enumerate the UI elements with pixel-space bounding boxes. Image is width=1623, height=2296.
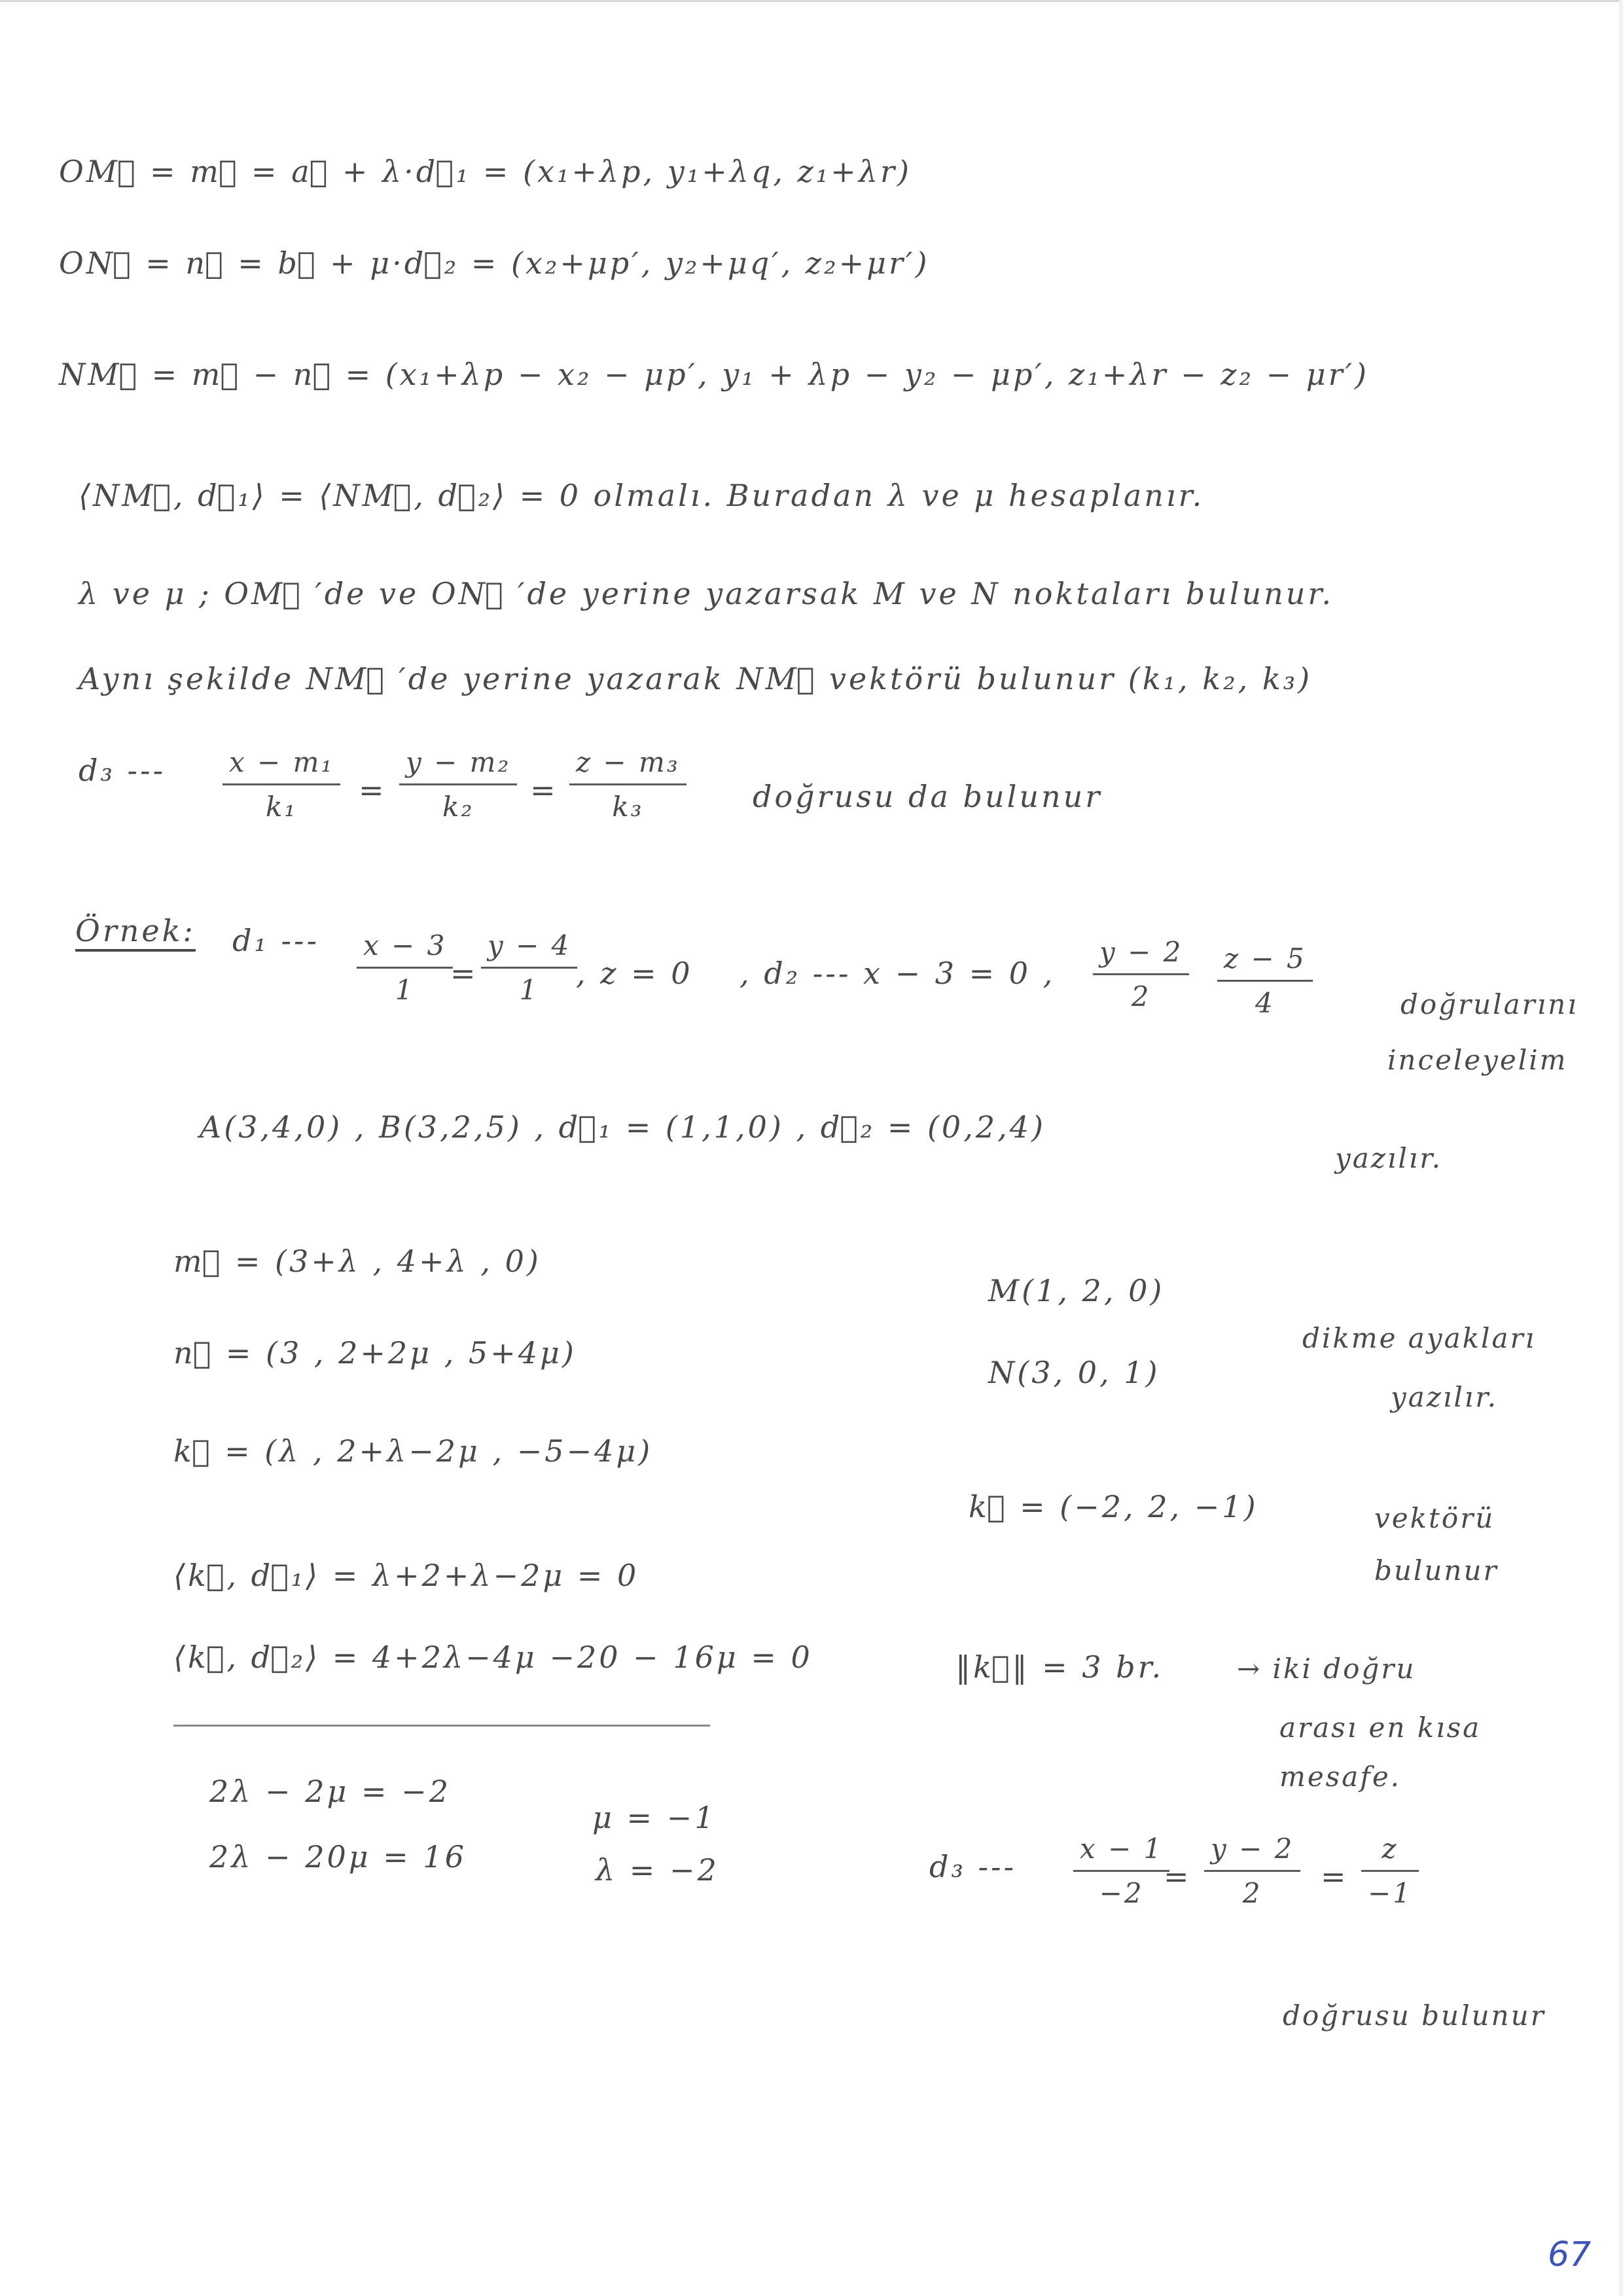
final-fraction-z: [1361, 1833, 1419, 1909]
fraction-bar: [1093, 973, 1189, 975]
example-written-note: yazılır.: [1335, 1142, 1443, 1174]
n-vector: n⃗ = (3 , 2+2μ , 5+4μ): [173, 1335, 577, 1371]
fraction-denominator: k₂: [442, 791, 474, 823]
substitution-note: λ ve μ ; OM⃗ ′de ve ON⃗ ′de yerine yazarsak M ve N noktaları bulunur.: [79, 576, 1334, 611]
d3-prefix: d₃ ---: [79, 753, 166, 788]
equation-2: 2λ − 20μ = 16: [209, 1839, 467, 1874]
same-way-note: Aynı şekilde NM⃗ ′de yerine yazarak NM⃗ vektörü bulunur (k₁, k₂, k₃): [79, 661, 1313, 696]
point-m: M(1, 2, 0): [988, 1273, 1165, 1308]
om-vector-line: OM⃗ = m⃗ = a⃗ + λ·d⃗₁ = (x₁+λp, y₁+λq, z₁+λr): [59, 154, 912, 189]
final-note: doğrusu bulunur: [1283, 2000, 1546, 2032]
fraction-numerator: y − 2: [1099, 936, 1183, 968]
foot-points-note-2: yazılır.: [1391, 1381, 1499, 1413]
d3-suffix: doğrusu da bulunur: [753, 779, 1103, 814]
solution-lambda: λ = −2: [596, 1852, 719, 1888]
example-d1-z: , z = 0: [576, 956, 693, 991]
fraction-denominator: 1: [519, 974, 539, 1006]
distance-note-1: → iki doğru: [1237, 1653, 1416, 1685]
equals-sign: =: [1321, 1859, 1349, 1894]
fraction-bar: [1361, 1870, 1419, 1872]
equals-sign: =: [450, 956, 478, 991]
fraction-denominator: k₁: [265, 791, 298, 823]
fraction-numerator: x − 3: [363, 929, 447, 961]
k-result-note-2: bulunur: [1374, 1554, 1499, 1587]
fraction-numerator: x − m₁: [229, 746, 334, 778]
k-dot-d1: ⟨k⃗, d⃗₁⟩ = λ+2+λ−2μ = 0: [173, 1558, 639, 1593]
k-vector: k⃗ = (λ , 2+λ−2μ , −5−4μ): [173, 1433, 653, 1469]
example-d1-fraction-y: [481, 929, 577, 1006]
k-result: k⃗ = (−2, 2, −1): [969, 1489, 1258, 1524]
fraction-numerator: y − 4: [488, 929, 571, 961]
separator-line: [173, 1725, 710, 1727]
example-note-line-1: doğrularını: [1400, 988, 1578, 1020]
fraction-bar: [399, 783, 517, 785]
example-d1-prefix: d₁ ---: [232, 923, 320, 958]
d3-fraction-y: [399, 746, 517, 823]
fraction-denominator: 4: [1255, 987, 1275, 1019]
fraction-numerator: x − 1: [1080, 1833, 1164, 1865]
fraction-denominator: −2: [1099, 1877, 1144, 1909]
fraction-numerator: z − m₃: [576, 746, 680, 778]
fraction-denominator: 1: [395, 974, 415, 1006]
final-fraction-x: [1073, 1833, 1169, 1909]
equals-sign: =: [1164, 1859, 1192, 1894]
k-dot-d2: ⟨k⃗, d⃗₂⟩ = 4+2λ−4μ −20 − 16μ = 0: [173, 1640, 813, 1675]
k-norm: ‖k⃗‖ = 3 br.: [955, 1649, 1164, 1685]
example-d2-prefix: , d₂ --- x − 3 = 0 ,: [740, 956, 1056, 991]
equals-sign: =: [359, 772, 387, 808]
fraction-bar: [481, 967, 577, 969]
d3-fraction-x: [223, 746, 340, 823]
k-result-note-1: vektörü: [1374, 1502, 1495, 1534]
fraction-numerator: y − m₂: [406, 746, 511, 778]
example-label: Örnek:: [75, 913, 196, 948]
page-number: 67: [1548, 2235, 1592, 2274]
fraction-numerator: y − 2: [1211, 1833, 1294, 1865]
fraction-numerator: z − 5: [1224, 942, 1306, 975]
m-vector: m⃗ = (3+λ , 4+λ , 0): [173, 1244, 541, 1279]
page-right-edge: [1619, 0, 1623, 2296]
orthogonality-condition: ⟨NM⃗, d⃗₁⟩ = ⟨NM⃗, d⃗₂⟩ = 0 olmalı. Buradan λ ve μ hesaplanır.: [79, 478, 1205, 513]
equals-sign: =: [530, 772, 558, 808]
fraction-bar: [1217, 980, 1313, 982]
fraction-numerator: z: [1382, 1833, 1399, 1865]
example-d2-fraction-z: [1217, 942, 1313, 1019]
example-note-line-2: inceleyelim: [1387, 1044, 1568, 1076]
fraction-bar: [569, 783, 687, 785]
foot-points-note-1: dikme ayakları: [1302, 1322, 1537, 1354]
d3-fraction-z: [569, 746, 687, 823]
example-d1-fraction-x: [357, 929, 453, 1006]
equation-1: 2λ − 2μ = −2: [209, 1774, 451, 1809]
solution-mu: μ = −1: [592, 1800, 717, 1835]
example-d2-fraction-y: [1093, 936, 1189, 1013]
fraction-bar: [1204, 1870, 1300, 1872]
point-n: N(3, 0, 1): [988, 1355, 1160, 1390]
page-top-edge: [0, 0, 1623, 2]
distance-note-3: mesafe.: [1279, 1761, 1402, 1793]
nm-vector-line: NM⃗ = m⃗ − n⃗ = (x₁+λp − x₂ − μp′, y₁ + λp − y₂ − μp′, z₁+λr − z₂ − μr′): [59, 357, 1369, 392]
on-vector-line: ON⃗ = n⃗ = b⃗ + μ·d⃗₂ = (x₂+μp′, y₂+μq′, z₂+μr′): [59, 245, 930, 281]
distance-note-2: arası en kısa: [1279, 1712, 1482, 1744]
fraction-denominator: 2: [1131, 980, 1151, 1013]
fraction-bar: [357, 967, 453, 969]
example-given-points: A(3,4,0) , B(3,2,5) , d⃗₁ = (1,1,0) , d⃗₂ = (0,2,4): [200, 1109, 1046, 1145]
fraction-denominator: −1: [1368, 1877, 1412, 1909]
fraction-denominator: 2: [1242, 1877, 1262, 1909]
fraction-bar: [223, 783, 340, 785]
fraction-denominator: k₃: [612, 791, 644, 823]
final-fraction-y: [1204, 1833, 1300, 1909]
final-d3-prefix: d₃ ---: [929, 1849, 1017, 1884]
fraction-bar: [1073, 1870, 1169, 1872]
